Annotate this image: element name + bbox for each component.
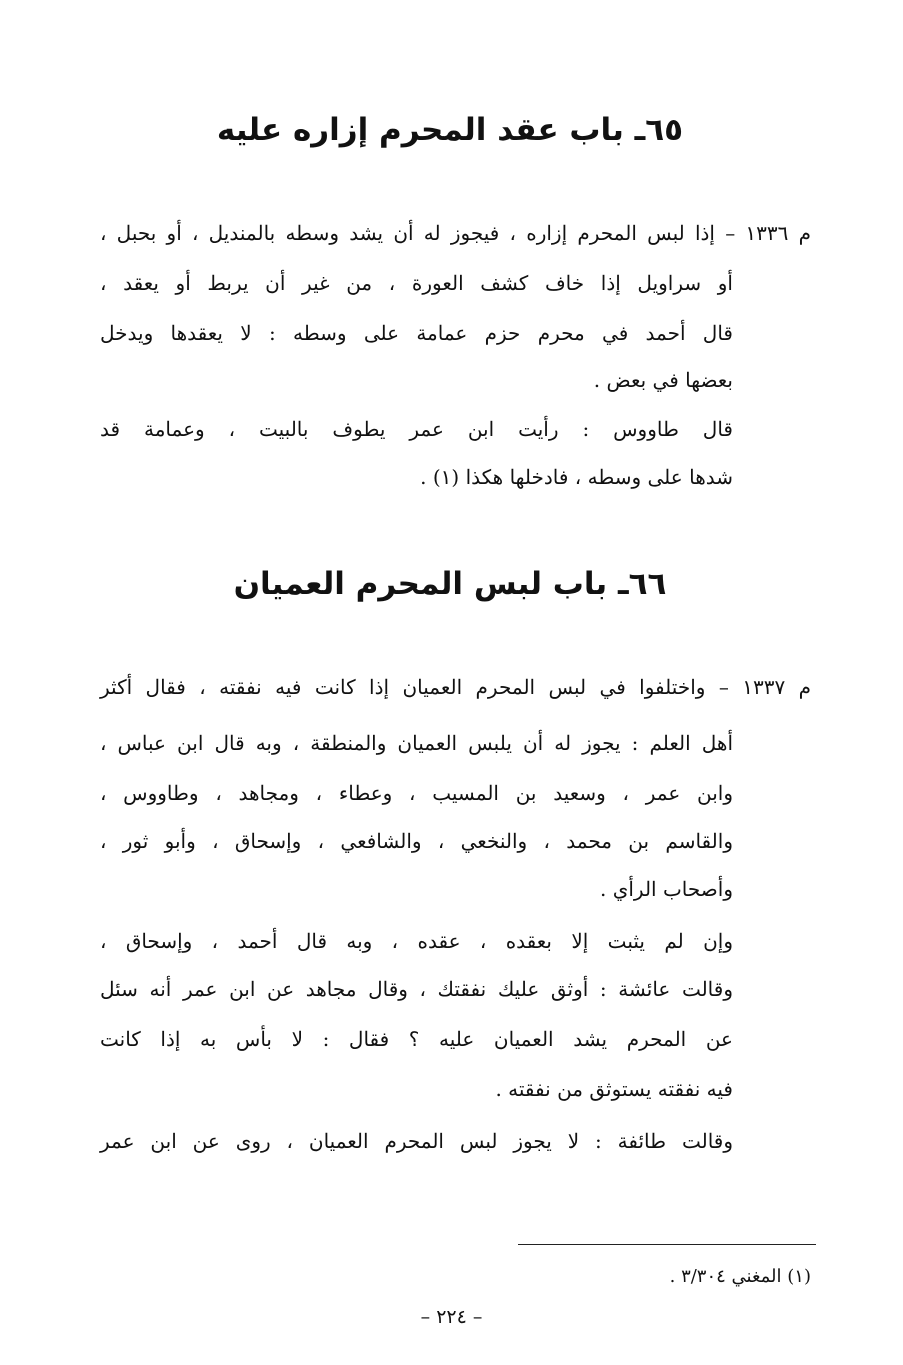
page-number: – ٢٢٤ – bbox=[420, 1306, 483, 1328]
footnote-divider bbox=[518, 1244, 816, 1245]
text-line: أهل العلم : يجوز له أن يلبس العميان والمنطقة ، وبه قال ابن عباس ، bbox=[100, 731, 733, 755]
text-line: وأصحاب الرأي . bbox=[600, 877, 733, 901]
text-line: بعضها في بعض . bbox=[593, 368, 733, 392]
text-line: قال أحمد في محرم حزم عمامة على وسطه : لا يعقدها ويدخل bbox=[100, 321, 733, 345]
text-line: وابن عمر ، وسعيد بن المسيب ، وعطاء ، ومجاهد ، وطاووس ، bbox=[100, 781, 733, 805]
text-line: شدها على وسطه ، فادخلها هكذا (١) . bbox=[420, 465, 733, 489]
text-line: وقالت طائفة : لا يجوز لبس المحرم العميان ، روى عن ابن عمر bbox=[100, 1129, 733, 1153]
section-65-heading: ٦٥ـ باب عقد المحرم إزاره عليه bbox=[216, 112, 684, 148]
text-line: وقالت عائشة : أوثق عليك نفقتك ، وقال مجاهد عن ابن عمر أنه سئل bbox=[100, 977, 733, 1001]
text-line: والقاسم بن محمد ، والنخعي ، والشافعي ، وإسحاق ، وأبو ثور ، bbox=[100, 829, 733, 853]
text-line: م ١٣٣٦ – إذا لبس المحرم إزاره ، فيجوز له أن يشد وسطه بالمنديل ، أو بحبل ، bbox=[100, 221, 811, 245]
footnote: (١) المغني ٣/٣٠٤ . bbox=[669, 1266, 811, 1287]
text-line: وإن لم يثبت إلا بعقده ، عقده ، وبه قال أحمد ، وإسحاق ، bbox=[100, 929, 733, 953]
text-line: م ١٣٣٧ – واختلفوا في لبس المحرم العميان إذا كانت فيه نفقته ، فقال أكثر bbox=[100, 675, 811, 699]
text-line: قال طاووس : رأيت ابن عمر يطوف بالبيت ، وعمامة قد bbox=[100, 417, 733, 441]
text-line: عن المحرم يشد العميان عليه ؟ فقال : لا بأس به إذا كانت bbox=[100, 1027, 733, 1051]
text-line: أو سراويل إذا خاف كشف العورة ، من غير أن يربط أو يعقد ، bbox=[100, 271, 733, 295]
text-line: فيه نفقته يستوثق من نفقته . bbox=[495, 1077, 733, 1101]
section-66-heading: ٦٦ـ باب لبس المحرم العميان bbox=[233, 566, 667, 602]
